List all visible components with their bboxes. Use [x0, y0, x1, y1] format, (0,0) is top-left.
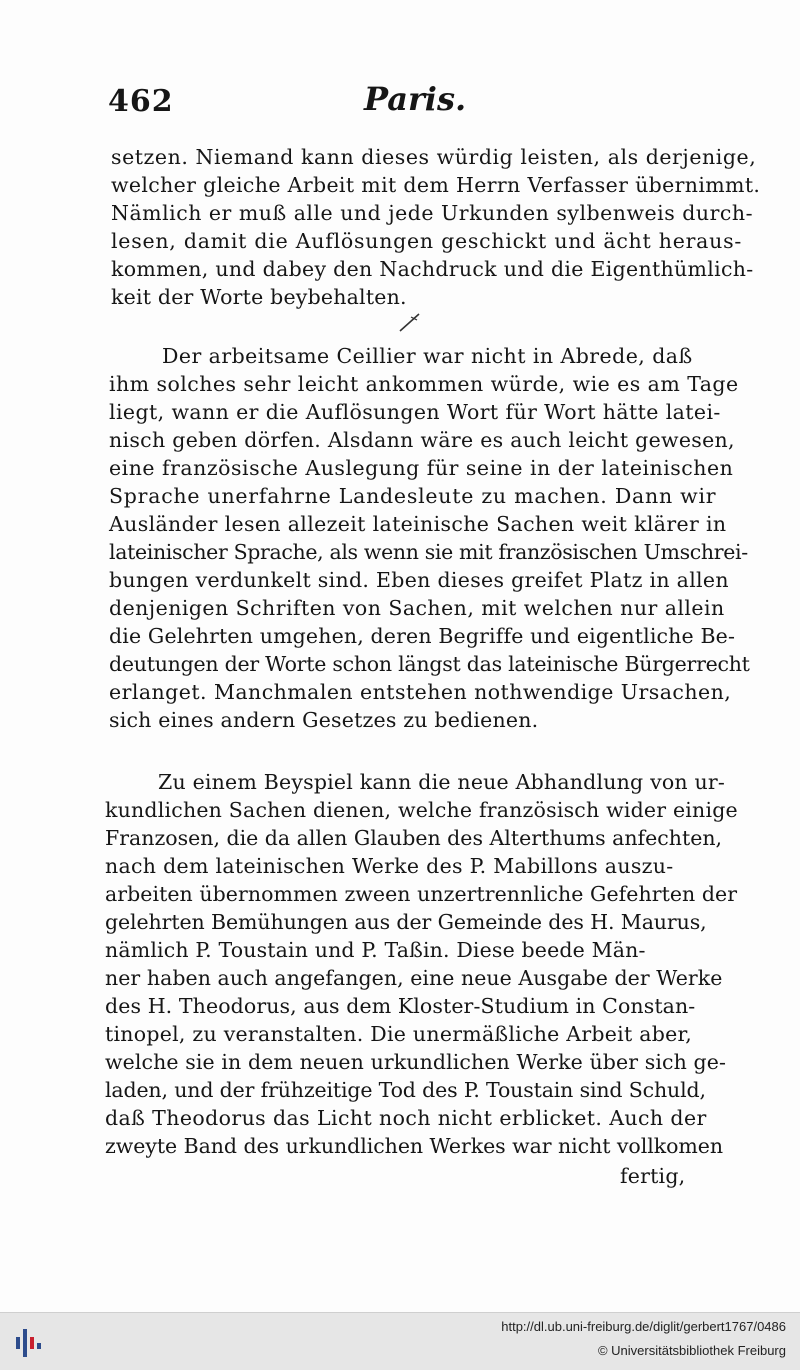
text-line: keit der Worte beybehalten.: [111, 285, 407, 309]
text-line: kundlichen Sachen dienen, welche französisch wider einige: [105, 798, 738, 822]
text-line: welche sie in dem neuen urkundlichen Werke über sich ge-: [105, 1050, 726, 1074]
text-line: welcher gleiche Arbeit mit dem Herrn Verfasser übernimmt.: [111, 173, 761, 197]
text-line: des H. Theodorus, aus dem Kloster-Studium in Constan-: [105, 994, 696, 1018]
text-line: arbeiten übernommen zween unzertrennliche Gefehrten der: [105, 882, 738, 906]
text-line: Nämlich er muß alle und jede Urkunden sylbenweis durch-: [111, 201, 753, 225]
text-line: laden, und der frühzeitige Tod des P. Toustain sind Schuld,: [105, 1078, 706, 1102]
text-line: nämlich P. Toustain und P. Taßin. Diese beede Män-: [105, 938, 646, 962]
text-line: Franzosen, die da allen Glauben des Alterthums anfechten,: [105, 826, 723, 850]
text-line: deutungen der Worte schon längst das lateinische Bürgerrecht: [109, 652, 750, 676]
viewer-footer: [0, 1312, 800, 1370]
page-number: 462: [108, 84, 174, 119]
text-line: die Gelehrten umgehen, deren Begriffe und eigentliche Be-: [109, 624, 736, 648]
text-line: lateinischer Sprache, als wenn sie mit französischen Umschrei-: [109, 540, 748, 564]
text-line: Zu einem Beyspiel kann die neue Abhandlung von ur-: [158, 770, 726, 794]
text-line: Sprache unerfahrne Landesleute zu machen. Dann wir: [109, 484, 717, 508]
text-line: sich eines andern Gesetzes zu bedienen.: [109, 708, 539, 732]
text-line: eine französische Auslegung für seine in der lateinischen: [109, 456, 734, 480]
permalink-url[interactable]: http://dl.ub.uni-freiburg.de/diglit/gerbert1767/0486: [501, 1319, 786, 1334]
text-line: setzen. Niemand kann dieses würdig leisten, als derjenige,: [111, 145, 757, 169]
text-line: lesen, damit die Auflösungen geschickt und ächt heraus-: [111, 229, 743, 253]
text-line: ihm solches sehr leicht ankommen würde, wie es am Tage: [109, 372, 739, 396]
text-line: ner haben auch angefangen, eine neue Ausgabe der Werke: [105, 966, 723, 990]
running-head: Paris.: [364, 80, 467, 118]
text-line: zweyte Band des urkundlichen Werkes war nicht vollkomen: [105, 1134, 723, 1158]
library-logo-icon[interactable]: [14, 1323, 44, 1361]
text-line: nach dem lateinischen Werke des P. Mabillons auszu-: [105, 854, 674, 878]
text-line: liegt, wann er die Auflösungen Wort für Wort hätte latei-: [109, 400, 721, 424]
ink-mark: [397, 311, 423, 333]
text-line: bungen verdunkelt sind. Eben dieses greifet Platz in allen: [109, 568, 729, 592]
text-line: kommen, und dabey den Nachdruck und die Eigenthümlich-: [111, 257, 754, 281]
text-line: nisch geben dörfen. Alsdann wäre es auch leicht gewesen,: [109, 428, 735, 452]
text-line: erlanget. Manchmalen entstehen nothwendige Ursachen,: [109, 680, 732, 704]
text-line: daß Theodorus das Licht noch nicht erblicket. Auch der: [105, 1106, 707, 1130]
text-line: denjenigen Schriften von Sachen, mit welchen nur allein: [109, 596, 725, 620]
catchword: fertig,: [620, 1164, 686, 1188]
text-line: tinopel, zu veranstalten. Die unermäßliche Arbeit aber,: [105, 1022, 693, 1046]
copyright-notice: © Universitätsbibliothek Freiburg: [597, 1343, 786, 1358]
text-line: gelehrten Bemühungen aus der Gemeinde des H. Maurus,: [105, 910, 707, 934]
text-line: Der arbeitsame Ceillier war nicht in Abrede, daß: [162, 344, 693, 368]
text-line: Ausländer lesen allezeit lateinische Sachen weit klärer in: [109, 512, 727, 536]
